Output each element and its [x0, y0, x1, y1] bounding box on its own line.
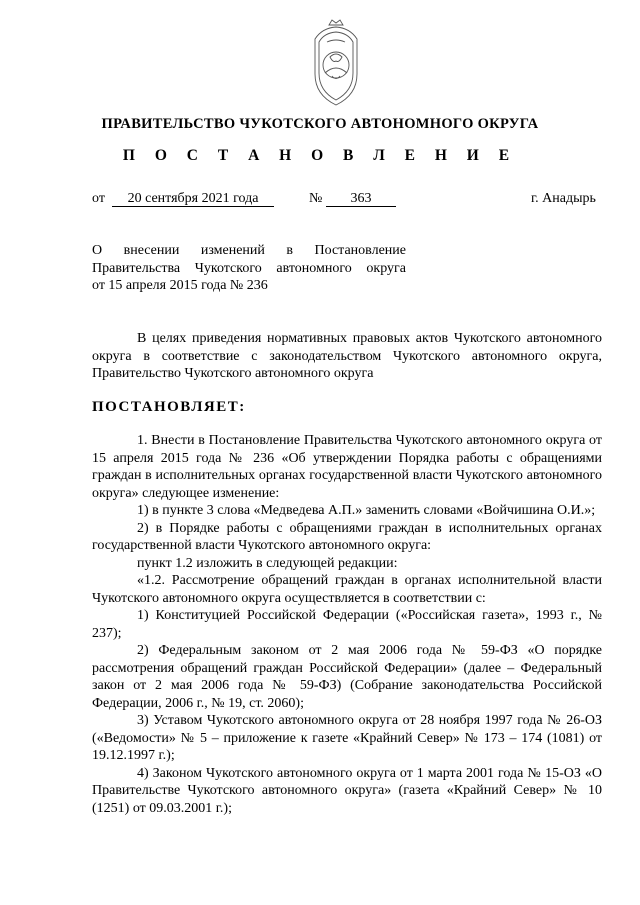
preamble-block — [92, 330, 602, 383]
clause-paragraph: 1. Внести в Постановление Правительства Чукотского автономного округа от 15 апреля 2015 года № 236 «Об утверждении Порядка работы с обращениями граждан в исполнительных органах государственной власти Чукотского автономного округа» следующее изменение: — [92, 433, 602, 501]
clause-paragraph: 4) Законом Чукотского автономного округа от 1 марта 2001 года № 15-ОЗ «О Правительстве Чукотского автономного округа» (газета «Крайний Север» № 10 (1251) от 09.03.2001 г.); — [92, 765, 602, 816]
clause-paragraph: 2) Федеральным законом от 2 мая 2006 года № 59-ФЗ «О порядке рассмотрения обращений граждан Российской Федерации» (далее – Федеральный закон от 2 мая 2006 года № 59-ФЗ) (Собрание законодательства Российской Федерации, 2006 г., № 19, ст. 2060); — [92, 643, 602, 711]
clause-paragraph: 3) Уставом Чукотского автономного округа от 28 ноября 1997 года № 26-ОЗ («Ведомости» № 5 – приложение к газете «Крайний Север» № 173 – 174 (1081) от 19.12.1997 г.); — [92, 713, 602, 763]
preamble-paragraph: В целях приведения нормативных правовых актов Чукотского автономного округа в соответствие с законодательством Чукотского автономного округа, Правительство Чукотского автономного округа — [92, 331, 602, 381]
date-field — [112, 190, 274, 207]
number-field — [326, 190, 396, 207]
clause-paragraph: пункт 1.2 изложить в следующей редакции: — [137, 555, 398, 571]
clause-paragraph: 2) в Порядке работы с обращениями граждан в исполнительных органах государственной власти Чукотского автономного округа: — [92, 520, 602, 553]
decree-heading: ПОСТАНОВЛЯЕТ: — [92, 399, 246, 415]
subject-line: О внесении изменений в Постановление — [92, 243, 406, 258]
document-number: 363 — [326, 191, 396, 207]
subject-line: Правительства Чукотского автономного округа — [92, 260, 406, 276]
coat-of-arms-icon — [302, 18, 370, 110]
organization-title: ПРАВИТЕЛЬСТВО ЧУКОТСКОГО АВТОНОМНОГО ОКРУГА — [101, 116, 539, 132]
document-type: П О С Т А Н О В Л Е Н И Е — [122, 147, 518, 164]
document-subject — [92, 242, 406, 295]
number-prefix: № — [309, 191, 323, 206]
clause-paragraph: 1) в пункте 3 слова «Медведева А.П.» заменить словами «Войчишина О.И.»; — [137, 503, 596, 518]
clause-paragraph: 1) Конституцией Российской Федерации («Российская газета», 1993 г., № 237); — [92, 608, 602, 641]
date-prefix: от — [92, 191, 105, 206]
document-date: 20 сентября 2021 года — [112, 191, 274, 207]
decree-body — [92, 432, 602, 817]
clause-paragraph: «1.2. Рассмотрение обращений граждан в органах исполнительной власти Чукотского автономного округа осуществляется в соответствии с: — [92, 573, 602, 606]
subject-line: от 15 апреля 2015 года № 236 — [92, 278, 268, 293]
document-city: г. Анадырь — [531, 191, 596, 206]
